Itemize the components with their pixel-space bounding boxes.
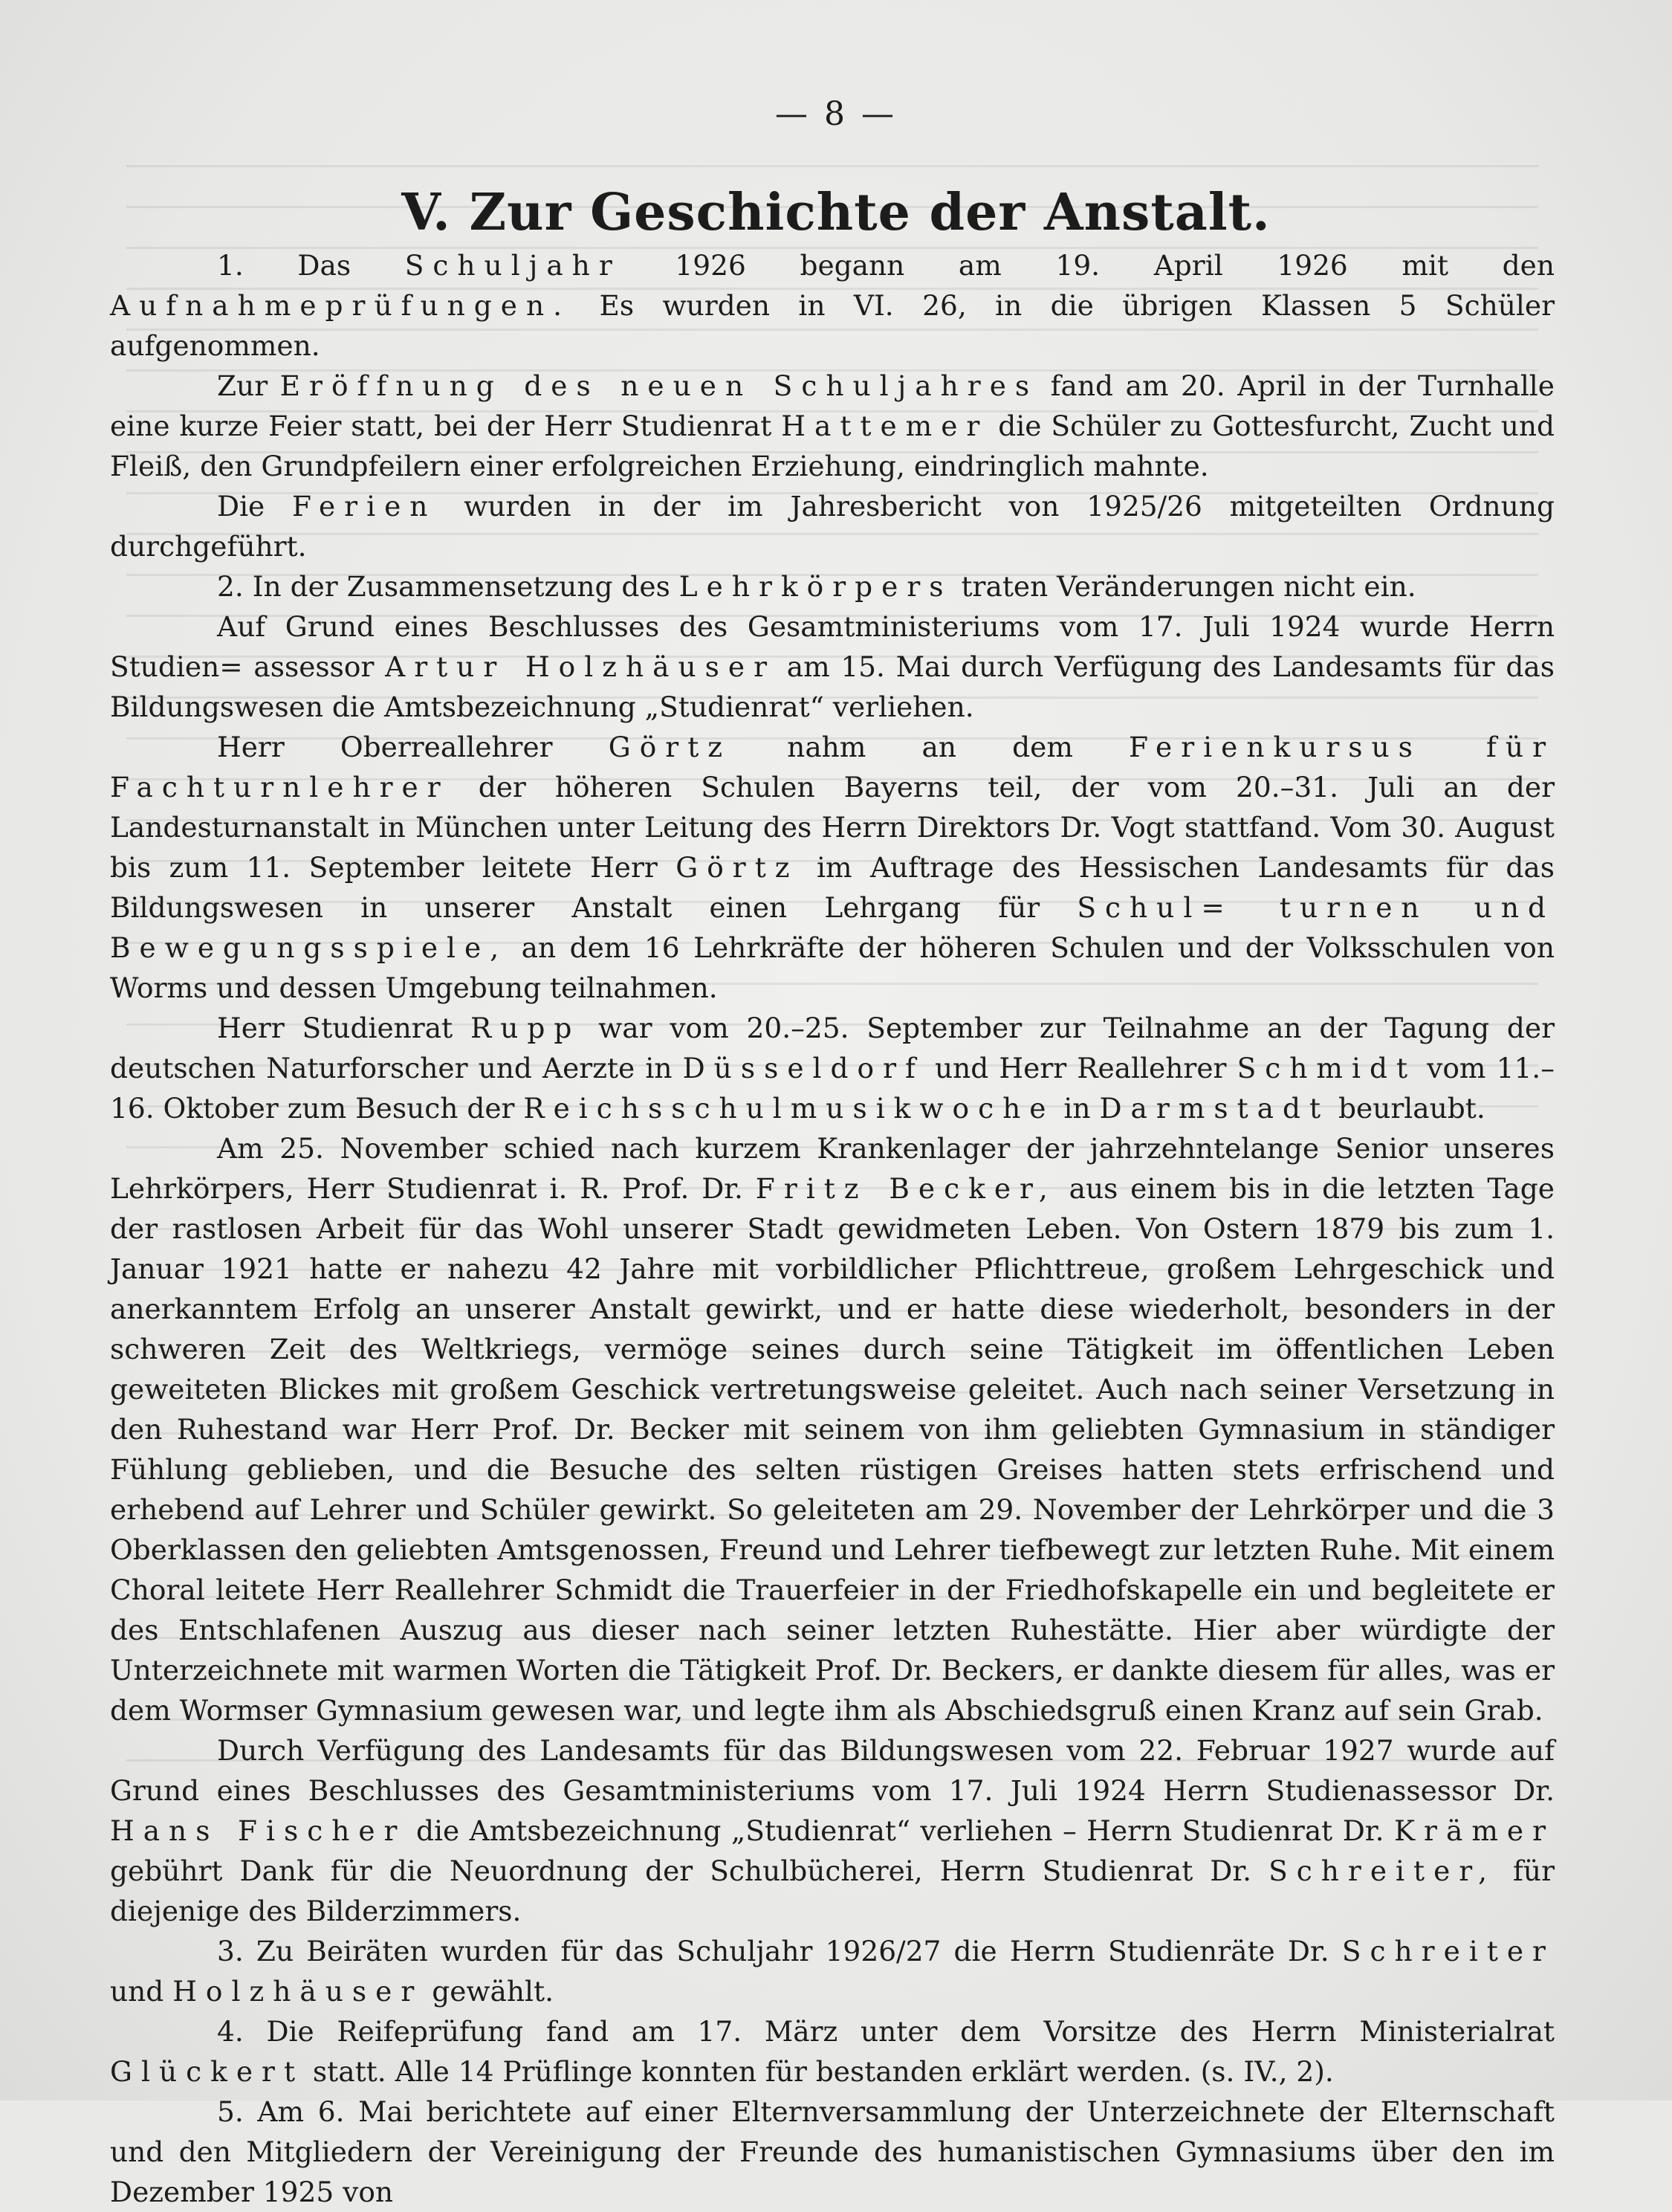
spaced-emphasis: Schuljahr [404, 249, 621, 282]
text-run: 5. Am 6. Mai berichtete auf einer Elternversammlung der Unterzeichnete der Elternschaft und den Mitgliedern der Vereinigung der Freunde des humanistischen Gymnasiums über den im Dezember 1925 von [110, 2095, 1555, 2208]
spaced-emphasis: Hans Fischer [110, 1814, 406, 1847]
text-run: war vom 20.–25. September zur Teilnahme an der Tagung der deutschen Naturforscher und Aerzte in [110, 1012, 1555, 1084]
spaced-emphasis: Aufnahmeprüfungen. [110, 289, 571, 322]
text-run: 1. Das [217, 249, 405, 282]
spaced-emphasis: Ferien [292, 490, 437, 523]
spaced-emphasis: Lehrkörpers [678, 570, 953, 603]
spaced-emphasis: Rupp [470, 1012, 581, 1044]
text-run: an dem 16 Lehrkräfte der höheren Schulen und der Volksschulen von Worms und dessen Umgebung teilnahmen. [110, 931, 1555, 1004]
paragraph [110, 607, 1555, 727]
spaced-emphasis: Artur Holzhäuser [385, 650, 777, 683]
text-run: Die [217, 490, 292, 523]
text-run: traten Veränderungen nicht ein. [952, 570, 1416, 603]
spaced-emphasis: Schmidt [1237, 1052, 1417, 1084]
text-run: und Herr Reallehrer [924, 1052, 1237, 1084]
paragraph [110, 2011, 1555, 2092]
spaced-emphasis: Görtz [675, 851, 799, 884]
text-run: Herr Oberreallehrer [217, 731, 609, 763]
text-run: für diejenige des Bilderzimmers. [110, 1854, 1555, 1927]
text-run: 1926 begann am 19. April 1926 mit den [620, 249, 1555, 282]
text-run: Am 25. November schied nach kurzem Krankenlager der jahrzehntelange Senior unseres Lehrkörpers, Herr Studienrat i. R. Prof. Dr. [110, 1132, 1555, 1205]
spaced-emphasis: Holzhäuser [172, 1975, 424, 2008]
spaced-emphasis: Schul= turnen und Bewegungsspiele, [110, 891, 1555, 964]
paragraph [110, 566, 1555, 607]
paragraph [110, 366, 1555, 486]
text-run: Zur [217, 369, 280, 402]
paragraph [110, 1931, 1555, 2011]
text-run: Herr Studienrat [217, 1012, 470, 1044]
text-run: die Amtsbezeichnung „Studienrat“ verliehen – Herrn Studienrat Dr. [406, 1814, 1395, 1847]
text-run: in [1054, 1092, 1100, 1125]
paragraph [110, 1128, 1555, 1730]
spaced-emphasis: Düsseldorf [682, 1052, 924, 1084]
spaced-emphasis: Görtz [608, 731, 732, 763]
text-run: fand am 20. April in der Turnhalle eine kurze Feier statt, bei der Herr Studienrat [110, 369, 1555, 442]
spaced-emphasis: Darmstadt [1099, 1092, 1330, 1125]
text-run: beurlaubt. [1329, 1092, 1485, 1125]
text-run: Durch Verfügung des Landesamts für das Bildungswesen vom 22. Februar 1927 wurde auf Grund eines Beschlusses des Gesamtministeriums vom 17. Juli 1924 Herrn Studienassessor Dr. [110, 1734, 1555, 1807]
paragraph [110, 2092, 1555, 2212]
text-run: am 15. Mai durch Verfügung des Landesamts für das Bildungswesen die Amtsbezeichnung „Studienrat“ verliehen. [110, 650, 1555, 723]
text-run: nahm an dem [731, 731, 1130, 763]
text-run: 2. In der Zusammensetzung des [217, 570, 679, 603]
paragraph [110, 1008, 1555, 1128]
spaced-emphasis: Reichsschulmusikwoche [523, 1092, 1055, 1125]
text-run: vom 11.–16. Oktober zum Besuch der [110, 1052, 1555, 1125]
text-run: die Schüler zu Gottesfurcht, Zucht und Fleiß, den Grundpfeilern einer erfolgreichen Erziehung, eindringlich mahnte. [110, 410, 1555, 482]
section-title: V. Zur Geschichte der Anstalt. [401, 183, 1271, 242]
spaced-emphasis: Schreiter [1341, 1935, 1555, 1967]
paragraph [110, 486, 1555, 566]
paragraph [110, 245, 1555, 366]
text-run: im Auftrage des Hessischen Landesamts für das Bildungswesen in unserer Anstalt einen Lehrgang für [110, 851, 1555, 924]
text-run: Es wurden in VI. 26, in die übrigen Klassen 5 Schüler aufgenommen. [110, 289, 1555, 362]
text-run: 3. Zu Beiräten wurden für das Schuljahr 1926/27 die Herrn Studienräte Dr. [217, 1935, 1342, 1967]
spaced-emphasis: Schreiter, [1268, 1854, 1497, 1887]
text-run: gebührt Dank für die Neuordnung der Schulbücherei, Herrn Studienrat Dr. [110, 1854, 1269, 1887]
spaced-emphasis: Eröffnung des neuen Schuljahres [279, 369, 1039, 402]
spaced-emphasis: Ferienkursus für Fachturnlehrer [110, 731, 1555, 803]
text-run: Auf Grund eines Beschlusses des Gesamtministeriums vom 17. Juli 1924 wurde Herrn Studien= assessor [110, 610, 1555, 683]
text-run: aus einem bis in die letzten Tage der rastlosen Arbeit für das Wohl unserer Stadt gewidmeten Leben. Von Ostern 1879 bis zum 1. Januar 1921 hatte er nahezu 42 Jahre mit vorbildlicher Pflichttreue, großem Lehrgeschick und anerkanntem Erfolg an unserer Anstalt gewirkt, und er hatte diese wiederholt, besonders in der schweren Zeit des Weltkriegs, vermöge seines durch seine Tätigkeit im öffentlichen Leben geweiteten Blickes mit großem Geschick vertretungsweise geleitet. Auch nach seiner Versetzung in den Ruhestand war Herr Prof. Dr. Becker mit seinem von ihm geliebten Gymnasium in ständiger Fühlung geblieben, und die Besuche des selten rüstigen Greises hatten stets erfrischend und erhebend auf Lehrer und Schüler gewirkt. So geleiteten am 29. November der Lehrkörper und die 3 Oberklassen den geliebten Amtsgenossen, Freund und Lehrer tiefbewegt zur letzten Ruhe. Mit einem Choral leitete Herr Reallehrer Schmidt die Trauerfeier in der Friedhofskapelle ein und begleitete er des Entschlafenen Auszug aus dieser nach seiner letzten Ruhestätte. Hier aber würdigte der Unterzeichnete mit warmen Worten die Tätigkeit Prof. Dr. Beckers, er dankte diesem für alles, was er dem Wormser Gymnasium gewesen war, und legte ihm als Abschiedsgruß einen Kranz auf sein Grab. [110, 1172, 1555, 1727]
paragraph [110, 727, 1555, 1008]
text-run: wurden in der im Jahresbericht von 1925/26 mitgeteilten Ordnung durchgeführt. [110, 490, 1555, 563]
body-text [110, 245, 1555, 2212]
page-number: — 8 — [775, 95, 897, 133]
text-run: statt. Alle 14 Prüflinge konnten für bestanden erklärt werden. (s. IV., 2). [304, 2055, 1334, 2088]
text-run: der höheren Schulen Bayerns teil, der vom 20.–31. Juli an der Landesturnanstalt in München unter Leitung des Herrn Direktors Dr. Vogt stattfand. Vom 30. August bis zum 11. September leitete Herr [110, 771, 1555, 884]
spaced-emphasis: Fritz Becker, [755, 1172, 1057, 1205]
spaced-emphasis: Hattemer [781, 410, 989, 442]
text-run: gewählt. [423, 1975, 554, 2008]
text-run: 4. Die Reifeprüfung fand am 17. März unter dem Vorsitze des Herrn Ministerialrat [217, 2015, 1555, 2048]
spaced-emphasis: Glückert [110, 2055, 305, 2088]
paragraph [110, 1730, 1555, 1931]
spaced-emphasis: Krämer [1394, 1814, 1555, 1847]
text-run: und [110, 1975, 173, 2008]
